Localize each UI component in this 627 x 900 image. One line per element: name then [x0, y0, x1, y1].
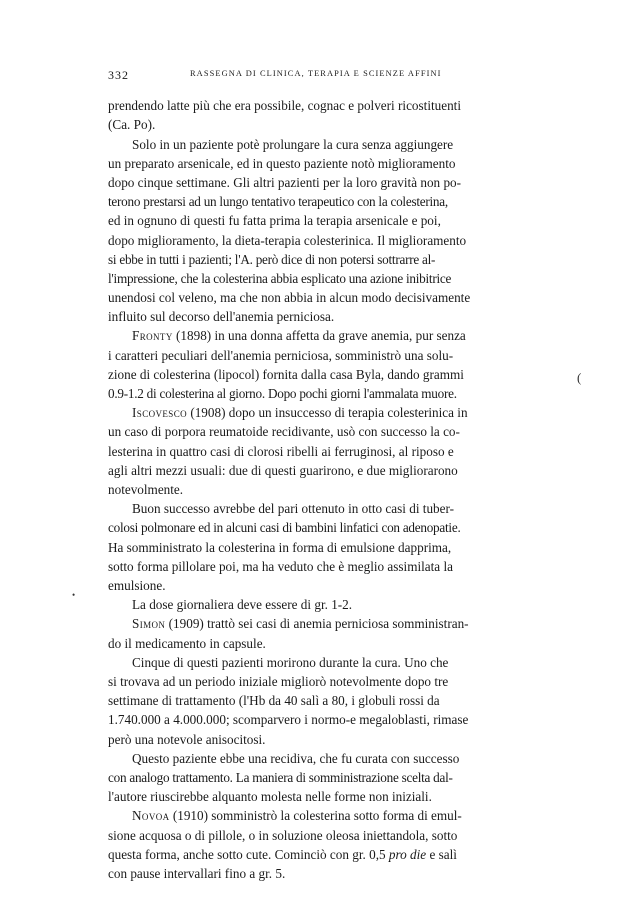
text-line: (Ca. Po).: [108, 117, 156, 132]
stray-dot: •: [72, 590, 76, 600]
author-name: Iscovesco: [132, 405, 188, 420]
text-line: l'autore riuscirebbe alquanto molesta nelle forme non iniziali.: [108, 789, 432, 804]
text-line: l'impressione, che la colesterina abbia esplicato una azione inibitrice: [108, 271, 452, 286]
text-line: [132, 404, 520, 422]
text-line: [108, 846, 520, 864]
line-text: (1908) dopo un insuccesso di terapia colesterinica in: [187, 405, 468, 420]
text-line: ed in ognuno di questi fu fatta prima la terapia arsenicale e poi,: [108, 213, 441, 228]
text-line: [132, 327, 520, 345]
text-line: [132, 615, 520, 633]
text-line: emulsione.: [108, 578, 166, 593]
text-line: colosi polmonare ed in alcuni casi di bambini linfatici con adenopatie.: [108, 520, 461, 535]
italic-text: pro die: [388, 847, 427, 862]
text-line: do il medicamento in capsule.: [108, 636, 266, 651]
line-text: e salì: [426, 847, 457, 862]
line-text: (1898) in una donna affetta da grave anemia, pur senza: [172, 328, 466, 343]
line-text: (1910) somministrò la colesterina sotto forma di emul-: [169, 808, 462, 823]
text-line: con analogo trattamento. La maniera di somministrazione scelta dal-: [108, 770, 453, 785]
line-text: questa forma, anche sotto cute. Cominciò con gr. 0,5: [108, 847, 389, 862]
author-name: Novoa: [132, 808, 170, 823]
running-title: RASSEGNA DI CLINICA, TERAPIA E SCIENZE AFFINI: [190, 69, 442, 78]
text-line: con pause intervallari fino a gr. 5.: [108, 866, 286, 881]
margin-mark: (: [577, 370, 582, 385]
text-line: unendosi col veleno, ma che non abbia in alcun modo decisivamente: [108, 290, 471, 305]
text-line: Questo paziente ebbe una recidiva, che fu curata con successo: [132, 751, 460, 766]
text-line: Solo in un paziente potè prolungare la cura senza aggiungere: [132, 137, 454, 152]
text-line: influito sul decorso dell'anemia perniciosa.: [108, 309, 335, 324]
text-line: si trovava ad un periodo iniziale migliorò notevolmente dopo tre: [108, 674, 449, 689]
text-line: Cinque di questi pazienti morirono durante la cura. Uno che: [132, 655, 449, 670]
text-line: La dose giornaliera deve essere di gr. 1-2.: [132, 597, 353, 612]
text-line: notevolmente.: [108, 482, 184, 497]
text-line: Ha somministrato la colesterina in forma di emulsione dapprima,: [108, 540, 452, 555]
text-line: terono prestarsi ad un lungo tentativo terapeutico con la colesterina,: [108, 194, 448, 209]
text-line: [132, 807, 520, 825]
text-line: però una notevole anisocitosi.: [108, 732, 266, 747]
text-line: agli altri mezzi usuali: due di questi guarirono, e due migliorarono: [108, 463, 458, 478]
text-line: Buon successo avrebbe del pari ottenuto in otto casi di tuber-: [132, 501, 455, 516]
page-header: [108, 68, 520, 84]
text-line: 1.740.000 a 4.000.000; scomparvero i normo-e megaloblasti, rimase: [108, 712, 469, 727]
text-line: un preparato arsenicale, ed in questo paziente notò miglioramento: [108, 156, 456, 171]
text-line: i caratteri peculiari dell'anemia perniciosa, somministrò una solu-: [108, 348, 454, 363]
text-line: sione acquosa o di pillole, o in soluzione oleosa iniettandola, sotto: [108, 828, 458, 843]
text-line: un caso di porpora reumatoide recidivante, usò con successo la co-: [108, 424, 460, 439]
text-line: zione di colesterina (lipocol) fornita dalla casa Byla, dando grammi: [108, 367, 464, 382]
text-line: dopo cinque settimane. Gli altri pazienti per la loro gravità non po-: [108, 175, 462, 190]
text-line: si ebbe in tutti i pazienti; l'A. però dice di non potersi sottrarre al-: [108, 252, 436, 267]
text-line: settimane di trattamento (l'Hb da 40 salì a 80, i globuli rossi da: [108, 693, 440, 708]
text-line: sotto forma pillolare poi, ma ha veduto che è meglio assimilata la: [108, 559, 453, 574]
line-text: (1909) trattò sei casi di anemia perniciosa somministran-: [165, 616, 469, 631]
text-line: lesterina in quattro casi di clorosi ribelli ai ferruginosi, al riposo e: [108, 444, 454, 459]
page-number: 332: [108, 68, 129, 82]
text-line: prendendo latte più che era possibile, cognac e polveri ricostituenti: [108, 98, 462, 113]
text-line: 0.9-1.2 di colesterina al giorno. Dopo pochi giorni l'ammalata muore.: [108, 386, 457, 401]
author-name: Simon: [132, 616, 166, 631]
text-line: dopo miglioramento, la dieta-terapia colesterinica. Il miglioramento: [108, 233, 467, 248]
author-name: Fronty: [132, 328, 173, 343]
